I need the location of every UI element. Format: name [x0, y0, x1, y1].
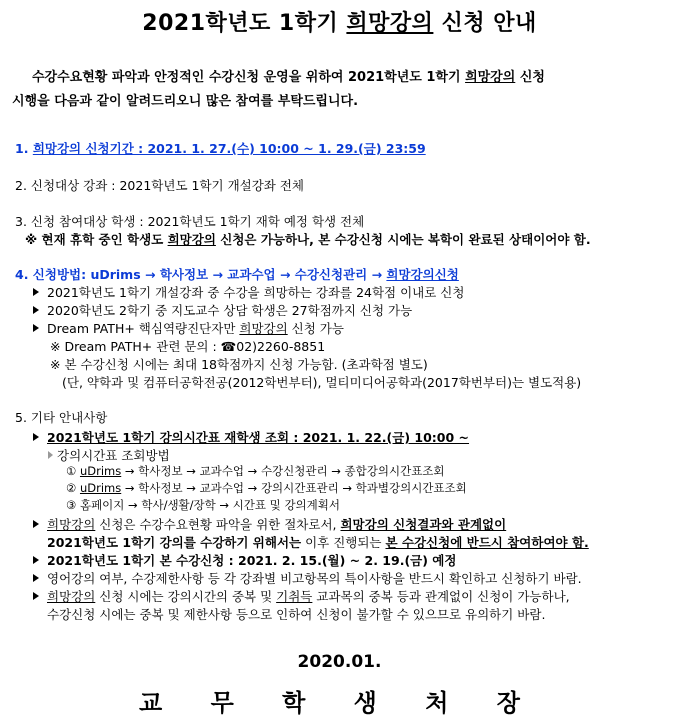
footer-organization: 교 무 학 생 처 장 — [139, 689, 540, 717]
hollow-triangle-icon — [48, 451, 53, 459]
bullet-triangle-icon — [33, 433, 39, 441]
title-underlined: 희망강의 — [346, 11, 434, 36]
footer-date: 2020.01. — [297, 652, 382, 672]
section-2-target-courses: 2. 신청대상 강좌 : 2021학년도 1학기 개설강좌 전체 — [15, 178, 304, 193]
bullet-triangle-icon — [33, 556, 39, 564]
bullet-triangle-icon — [33, 324, 39, 332]
section-4-note-contact: ※ Dream PATH+ 관련 문의 : ☎02)2260-8851 — [50, 339, 326, 354]
page-title: 2021학년도 1학기 희망강의 신청 안내 — [142, 11, 537, 36]
section-4-bullet-1: 2021학년도 1학기 개설강좌 중 수강을 희망하는 강좌를 24학점 이내로 신청 — [33, 283, 464, 301]
section-5-sub-lookup: 강의시간표 조회방법 — [48, 446, 170, 464]
intro-paragraph: 수강수요현황 파악과 안정적인 수강신청 운영을 위하여 2021학년도 1학기 희망강의 신청 시행을 다음과 같이 알려드리오니 많은 참여를 부탁드립니다. — [12, 70, 545, 109]
lookup-method-1: ① uDrims → 학사정보 → 교과수업 → 수강신청관리 → 종합강의시간표조회 — [66, 464, 445, 478]
section-1-period: 1. 희망강의 신청기간 : 2021. 1. 27.(수) 10:00 ~ 1. 29.(금) 23:59 — [15, 141, 426, 156]
bullet-triangle-icon — [33, 520, 39, 528]
section-5-bullet-duplicates: 희망강의 신청 시에는 강의시간의 중복 및 기취득 교과목의 중복 등과 관계없이 신청이 가능하나, — [33, 587, 570, 605]
bullet-triangle-icon — [33, 592, 39, 600]
lookup-method-3: ③ 홈페이지 → 학사/생활/장학 → 시간표 및 강의계획서 — [66, 498, 340, 512]
section-5-bullet-timetable: 2021학년도 1학기 강의시간표 재학생 조회 : 2021. 1. 22.(금) 10:00 ~ — [33, 428, 469, 446]
section-3-target-students: 3. 신청 참여대상 학생 : 2021학년도 1학기 재학 예정 학생 전체 — [15, 214, 365, 229]
section-4-bullet-2: 2020학년도 2학기 중 지도교수 상담 학생은 27학점까지 신청 가능 — [33, 301, 412, 319]
lookup-method-2: ② uDrims → 학사정보 → 교과수업 → 강의시간표관리 → 학과별강의시간표조회 — [66, 481, 467, 495]
bullet-triangle-icon — [33, 574, 39, 582]
section-5-bullet-main-registration: 2021학년도 1학기 본 수강신청 : 2021. 2. 15.(월) ~ 2. 19.(금) 예정 — [33, 551, 456, 569]
section-4-note-credits: ※ 본 수강신청 시에는 최대 18학점까지 신청 가능함. (초과학점 별도) — [50, 357, 428, 372]
section-5-duplicates-line-2: 수강신청 시에는 중복 및 제한사항 등으로 인하여 신청이 불가할 수 있으므로 유의하기 바람. — [47, 607, 546, 622]
section-5-procedure-line-2: 2021학년도 1학기 강의를 수강하기 위해서는 이후 진행되는 본 수강신청에 반드시 참여하여야 함. — [47, 535, 589, 550]
section-4-bullet-3: Dream PATH+ 핵심역량진단자만 희망강의 신청 가능 — [33, 319, 344, 337]
section-4-note-exception: (단, 약학과 및 컴퓨터공학전공(2012학번부터), 멀티미디어공학과(2017학번부터)는 별도적용) — [62, 375, 582, 390]
section-3-note: ※ 현재 휴학 중인 학생도 희망강의 신청은 가능하나, 본 수강신청 시에는 복학이 완료된 상태이어야 함. — [25, 232, 591, 247]
section-5-bullet-check-notes: 영어강의 여부, 수강제한사항 등 각 강좌별 비고항목의 특이사항을 반드시 확인하고 신청하기 바람. — [33, 569, 582, 587]
bullet-triangle-icon — [33, 288, 39, 296]
bullet-triangle-icon — [33, 306, 39, 314]
section-5-bullet-procedure: 희망강의 신청은 수강수요현황 파악을 위한 절차로서, 희망강의 신청결과와 관계없이 — [33, 515, 506, 533]
section-5-head: 5. 기타 안내사항 — [15, 410, 108, 425]
section-4-method: 4. 신청방법: uDrims → 학사정보 → 교과수업 → 수강신청관리 → 희망강의신청 — [15, 267, 459, 282]
